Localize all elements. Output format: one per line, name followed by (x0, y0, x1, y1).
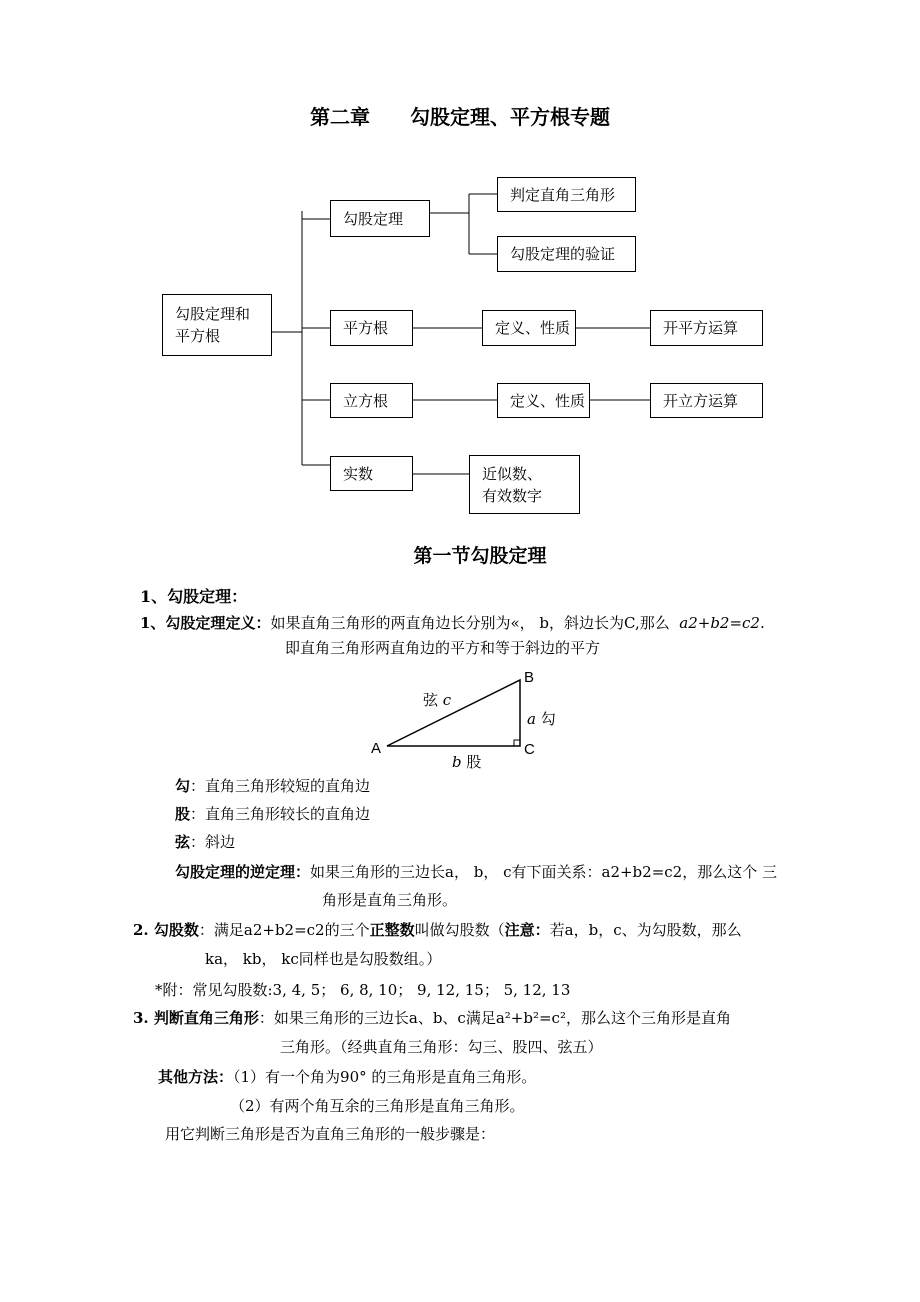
judge-label: 3. 判断直角三角形 (133, 1009, 259, 1027)
term-key: 勾 (175, 777, 191, 795)
section-title: 第一节勾股定理 (413, 545, 547, 567)
vertex-b: B (524, 669, 535, 686)
numbers-text1: ：满足a2+b2=c2的三个 (198, 921, 370, 939)
a-var: a (527, 710, 536, 728)
converse-line (175, 862, 777, 882)
term-gu (175, 804, 370, 824)
side-a-label (527, 709, 556, 729)
node-cbrt-operation: 开立方运算 (650, 383, 763, 418)
definition-formula: a2+b2=c2. (679, 614, 765, 632)
pythagorean-numbers-line (133, 920, 742, 940)
root-line2: 平方根 (175, 327, 221, 345)
numbers-label: 2. 勾股数 (133, 921, 199, 939)
numbers-text2: 叫做勾股数（ (414, 921, 505, 939)
b-var: b (452, 753, 462, 771)
steps-line: 用它判断三角形是否为直角三角形的一般步骤是： (165, 1125, 496, 1143)
term-xian (175, 832, 235, 852)
node-square-root: 平方根 (330, 310, 413, 346)
vertex-a: A (371, 740, 382, 757)
node-cbrt-definition: 定义、性质 (497, 383, 590, 418)
node-cube-root: 立方根 (330, 383, 413, 418)
node-proof: 勾股定理的验证 (497, 236, 636, 272)
term-gou (175, 776, 370, 796)
other-methods-label: 其他方法： (158, 1068, 234, 1086)
numbers-appendix: *附：常见勾股数:3, 4, 5； 6, 8, 10； 9, 12, 15； 5, 12, 13 (155, 981, 571, 999)
judge-line2: 三角形。（经典直角三角形：勾三、股四、弦五） (280, 1038, 603, 1056)
hyp-text: 弦 (423, 691, 439, 709)
term-key: 弦 (175, 833, 191, 851)
numbers-bold2: 注意： (504, 921, 550, 939)
approx-line1: 近似数、 (482, 464, 543, 483)
node-sqrt-definition: 定义、性质 (482, 310, 576, 346)
converse-label: 勾股定理的逆定理： (175, 863, 311, 881)
side-b-label (452, 752, 481, 772)
definition-text: 如果直角三角形的两直角边长分别为«， b，斜边长为C,那么 (270, 614, 670, 632)
heading-1: 1、勾股定理： (140, 587, 248, 606)
term-key: 股 (175, 805, 191, 823)
term-value: ：斜边 (190, 833, 236, 851)
numbers-bold1: 正整数 (369, 921, 415, 939)
judge-line (133, 1008, 731, 1028)
chapter-title: 第二章 勾股定理、平方根专题 (310, 105, 610, 129)
other-methods-line (158, 1067, 536, 1087)
term-value: ：直角三角形较短的直角边 (190, 777, 371, 795)
method-1: （1）有一个角为90° 的三角形是直角三角形。 (233, 1068, 537, 1086)
vertex-c: C (524, 741, 535, 758)
hyp-var: c (442, 691, 452, 709)
method-2: （2）有两个角互余的三角形是直角三角形。 (230, 1097, 525, 1115)
judge-text: ：如果三角形的三边长a、b、c满足a²+b²=c²，那么这个三角形是直角 (258, 1009, 731, 1027)
node-sqrt-operation: 开平方运算 (650, 310, 763, 346)
converse-text: 如果三角形的三边长a， b， c有下面关系：a2+b2=c2，那么这个 三 (310, 863, 777, 881)
definition-line2: 即直角三角形两直角边的平方和等于斜边的平方 (285, 639, 601, 657)
numbers-line2: ka， kb， kc同样也是勾股数组。） (205, 950, 442, 968)
node-judge-right-triangle: 判定直角三角形 (497, 177, 636, 212)
b-text: 股 (466, 753, 482, 771)
definition-label: 1、勾股定理定义： (140, 614, 271, 632)
hypotenuse-label (423, 690, 451, 710)
term-value: ：直角三角形较长的直角边 (190, 805, 371, 823)
approx-line2: 有效数字 (482, 486, 543, 505)
a-text: 勾 (540, 710, 556, 728)
node-pythagorean: 勾股定理 (330, 200, 430, 237)
numbers-text3: 若a，b，c、为勾股数，那么 (549, 921, 742, 939)
converse-line2: 角形是直角三角形。 (322, 891, 458, 909)
root-line1: 勾股定理和 (175, 305, 251, 323)
node-real-numbers: 实数 (330, 456, 413, 491)
